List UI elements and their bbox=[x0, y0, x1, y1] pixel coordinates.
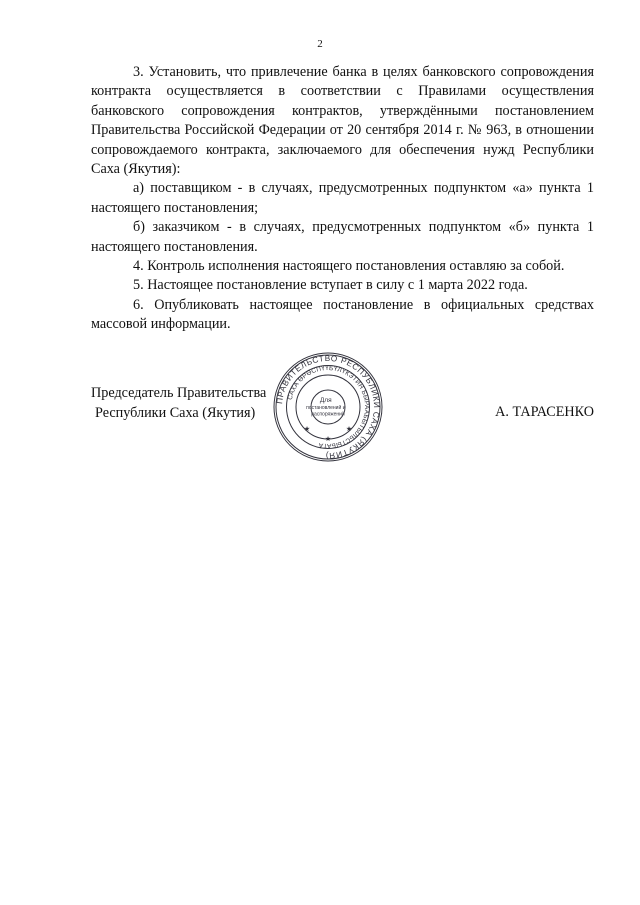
page-number: 2 bbox=[317, 38, 323, 50]
paragraph-5: 5. Настоящее постановление вступает в силу с 1 марта 2022 года. bbox=[133, 277, 528, 294]
signatory-name: А. ТАРАСЕНКО bbox=[495, 404, 594, 420]
paragraph-6: 6. Опубликовать настоящее постановление в официальных средствах массовой информации. bbox=[91, 296, 594, 333]
seal-inner-text: САХА ӨРӨСПҮҮБҮЛҮКЭТИН БЫРААБЫТЫЛЬСТЫБАТА bbox=[286, 364, 371, 450]
seal-center-text: Для постановлений и распоряжений bbox=[306, 397, 346, 418]
signatory-title bbox=[91, 384, 266, 423]
paragraph-3: 3. Установить, что привлечение банка в целях банковского сопровождения контракта осуществляется в соответствии с Правилами осуществления банковского сопровождения контрактов, утверждёнными постановлением Правительства Российской Федерации от 20 сентября 2014 г. № 963, в отношении сопровождаемого контракта, заключаемого для обеспечения нужд Республики Саха (Якутия): bbox=[91, 64, 594, 178]
official-seal bbox=[272, 351, 384, 463]
seal-outer-text: ПРАВИТЕЛЬСТВО РЕСПУБЛИКИ САХА (ЯКУТИЯ) bbox=[275, 353, 382, 461]
signatory-title-line2: Республики Саха (Якутия) bbox=[95, 404, 256, 421]
paragraph-3a: а) поставщиком - в случаях, предусмотренных подпунктом «а» пункта 1 настоящего постановления; bbox=[91, 180, 594, 216]
paragraph-3b: б) заказчиком - в случаях, предусмотренных подпунктом «б» пункта 1 настоящего постановления. bbox=[91, 219, 594, 255]
signatory-title-line1: Председатель Правительства bbox=[91, 385, 267, 401]
document-body bbox=[91, 63, 594, 335]
paragraph-4: 4. Контроль исполнения настоящего постановления оставляю за собой. bbox=[133, 258, 565, 275]
svg-text:★: ★ bbox=[345, 425, 353, 433]
svg-text:★: ★ bbox=[303, 425, 311, 433]
svg-text:★: ★ bbox=[324, 435, 332, 443]
